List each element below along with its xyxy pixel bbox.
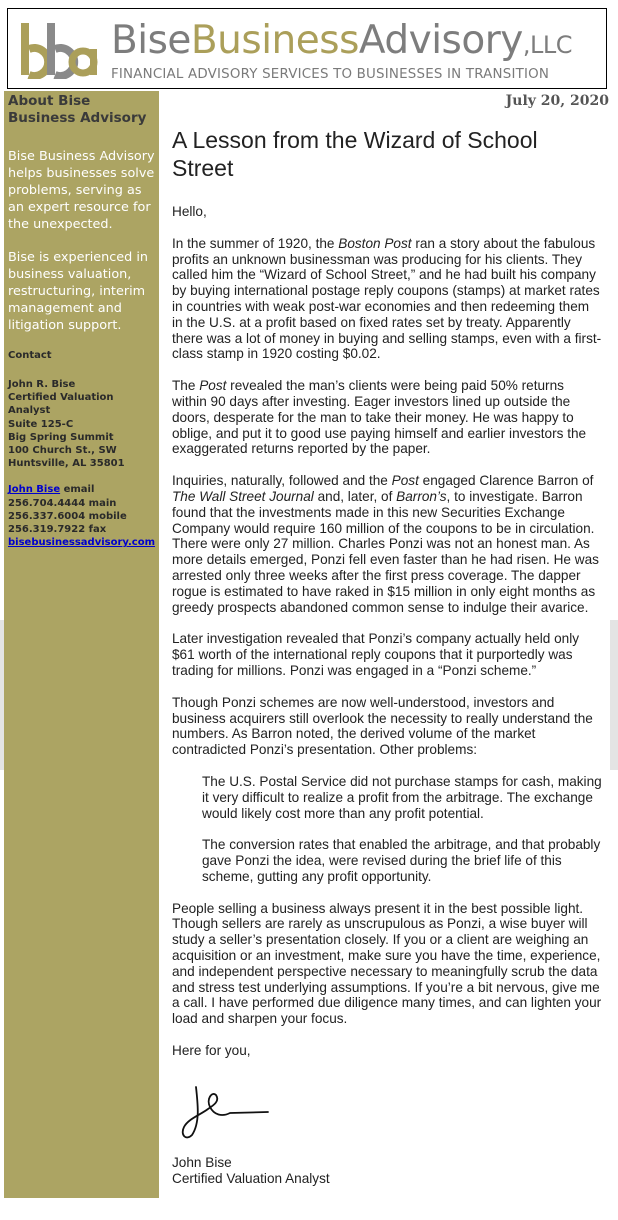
contact-line: Suite 125-C: [8, 418, 74, 430]
contact-line: Big Spring Summit: [8, 431, 114, 443]
email-line: [8, 483, 155, 496]
paragraph-1: In the summer of 1920, the Boston Post ran a story about the fabulous profits an unknown businessman was producing for his clients. They called him the “Wizard of School Street,” and he had built his company by buying international postage reply coupons (stamps) at market rates in countries with weak post-war economies and then redeeming them in the U.S. at a profit based on fixed rates set by treaty. Apparently there was a lot of money in buying and selling stamps, even with a first-class stamp in 1920 costing $0.02.: [172, 235, 602, 362]
phone-main: 256.704.4444 main: [8, 497, 117, 509]
sidebar-intro: Bise Business Advisory helps businesses solve problems, serving as an expert resource for the unexpected.: [8, 149, 155, 232]
newsletter-date: July 20, 2020: [505, 93, 609, 109]
phone-mobile: 256.337.6004 mobile: [8, 510, 127, 522]
brand-llc: ,LLC: [522, 31, 572, 59]
quote-1: The U.S. Postal Service did not purchase stamps for cash, making it very difficult to realize a profit from the arbitrage. The exchange would likely cost more than any profit potential.: [202, 773, 602, 821]
email-suffix: email: [60, 484, 95, 496]
brand-word-bise: Bise: [111, 18, 191, 63]
quote-2: The conversion rates that enabled the arbitrage, and that probably gave Ponzi the idea, were revised during the brief life of this scheme, gutting any profit opportunity.: [202, 837, 601, 884]
email-link[interactable]: John Bise: [8, 484, 61, 496]
signature-title: Certified Valuation Analyst: [172, 1170, 330, 1186]
contact-line: Analyst: [8, 405, 51, 417]
paragraph-6: People selling a business always present it in the best possible light. Though sellers are rarely as unscrupulous as Ponzi, a wise buyer will study a seller’s presentation closely. If you or a client are weighing an acquisition or an investment, make sure you have the time, experience, and independent perspective necessary to meaningfully scrub the data and stress test underlying assumptions. If you’re a bit nervous, give me a call. I have performed due diligence many times, and can lighten your load and sharpen your focus.: [172, 900, 602, 1027]
article-title: A Lesson from the Wizard of School Street: [172, 127, 538, 181]
contact-line: 100 Church St., SW: [8, 445, 117, 457]
article: [172, 126, 602, 1186]
paragraph-3: Inquiries, naturally, followed and the Post engaged Clarence Barron of The Wall Street Journal and, later, of Barron’s, to investigate. Barron found that the investments made in this new Securities Exchange Company would require 160 million of the coupons to be in circulation. There were only 27 million. Charles Ponzi was not an honest man. As more details emerged, Ponzi fell even faster than he had risen. He was arrested only three weeks after the first press coverage. The dapper rogue is estimated to have raked in $15 million in only eight months as greedy prospects abandoned common sense to indulge their avarice.: [172, 473, 599, 615]
paragraph-5: Though Ponzi schemes are now well-understood, investors and business acquirers still overlook the necessity to really understand the numbers. As Barron noted, the derived volume of the market contradicted Ponzi’s presentation. Other problems:: [172, 694, 593, 758]
website-link[interactable]: bisebusinessadvisory.com: [8, 537, 156, 549]
phone-fax: 256.319.7922 fax: [8, 524, 107, 536]
brand-word-advisory: Advisory: [358, 18, 523, 63]
contact-line: John R. Bise: [8, 379, 76, 390]
contact-line: Huntsville, AL 35801: [8, 458, 125, 470]
contact-address: [8, 378, 155, 470]
brand-name: [111, 19, 572, 67]
contact-line: Certified Valuation: [8, 392, 114, 404]
header-banner: [7, 8, 607, 89]
signature-image: [176, 1075, 271, 1145]
logo-icon: [17, 19, 102, 79]
paragraph-4: Later investigation revealed that Ponzi’s company actually held only $61 worth of the international reply coupons that it purportedly was trading for millions. Ponzi was engaged in a “Ponzi scheme.”: [172, 631, 580, 678]
brand-word-business: Business: [190, 18, 359, 63]
signature-name: John Bise: [172, 1154, 232, 1170]
contact-heading: Contact: [8, 350, 52, 361]
paragraph-2: The Post revealed the man’s clients were being paid 50% returns within 90 days after investing. Eager investors lined up outside the doors, desperate for the man to take their money. He was happy to oblige, and put it to good use paying himself and earlier investors the exaggerated returns reported by the paper.: [172, 378, 587, 457]
sidebar-title: About Bise Business Advisory: [8, 93, 147, 126]
closing: Here for you,: [172, 1043, 251, 1059]
tagline: FINANCIAL ADVISORY SERVICES TO BUSINESSES IN TRANSITION: [111, 67, 550, 82]
sidebar: [4, 91, 159, 1198]
sidebar-experience: Bise is experienced in business valuation, restructuring, interim management and litigation support.: [8, 250, 149, 333]
greeting: Hello,: [172, 204, 207, 219]
